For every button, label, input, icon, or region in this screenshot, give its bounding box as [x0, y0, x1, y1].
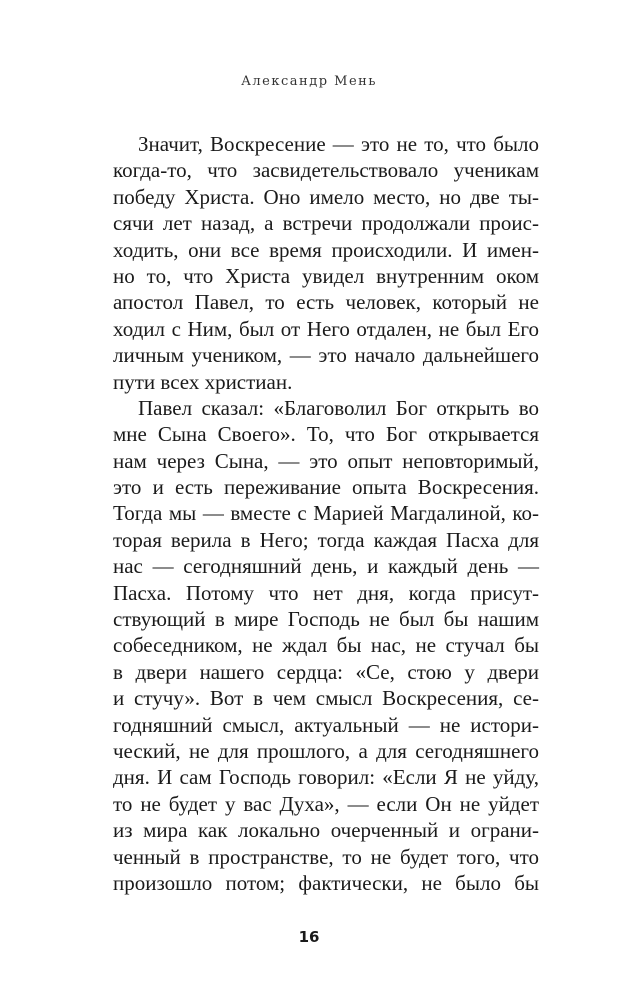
- text-line: мне Сына Своего». То, что Бог открывается: [113, 422, 539, 447]
- paragraph: [113, 131, 539, 395]
- text-line: когда-то, что засвидетельствовало ученикам: [113, 158, 539, 183]
- text-line: произошло потом; фактически, не было бы: [113, 870, 539, 895]
- text-line: и стучу». Вот в чем смысл Воскресения, се-: [113, 686, 539, 711]
- text-line: ческий, не для прошлого, а для сегодняшнего: [113, 738, 539, 763]
- page-number: 16: [298, 928, 320, 946]
- text-line: собеседником, не ждал бы нас, не стучал бы: [113, 633, 539, 658]
- text-line: из мира как локально очерченный и ограни-: [113, 818, 539, 843]
- text-line: победу Христа. Оно имело место, но две ты-: [113, 184, 539, 209]
- text-line: нам через Сына, — это опыт неповторимый,: [113, 448, 539, 473]
- running-header: Александр Мень: [241, 74, 377, 89]
- text-line: то не будет у вас Духа», — если Он не уйдет: [113, 791, 539, 816]
- text-line: ченный в пространстве, то не будет того, что: [113, 844, 539, 869]
- text-line: дня. И сам Господь говорил: «Если Я не уйду,: [113, 765, 539, 790]
- text-line: Пасха. Потому что нет дня, когда присут-: [113, 580, 539, 605]
- text-line: но то, что Христа увидел внутренним оком: [113, 263, 539, 288]
- text-line: ходил с Ним, был от Него отдален, не был Его: [113, 316, 539, 341]
- text-line: сячи лет назад, а встречи продолжали проис-: [113, 211, 539, 236]
- text-line: апостол Павел, то есть человек, который не: [113, 290, 539, 315]
- text-line: годняшний смысл, актуальный — не истори-: [113, 712, 539, 737]
- text-line: Тогда мы — вместе с Марией Магдалиной, ко-: [113, 501, 539, 526]
- text-line: нас — сегодняшний день, и каждый день —: [113, 554, 539, 579]
- text-line: личным учеником, — это начало дальнейшего: [113, 343, 539, 368]
- text-line: Павел сказал: «Благоволил Бог открыть во: [138, 395, 539, 420]
- text-line: это и есть переживание опыта Воскресения.: [113, 475, 539, 500]
- text-line: в двери нашего сердца: «Се, стою у двери: [113, 659, 539, 684]
- body-text: [113, 131, 539, 896]
- text-line: Значит, Воскресение — это не то, что было: [138, 132, 539, 156]
- paragraph: [113, 395, 539, 896]
- text-line: ствующий в мире Господь не был бы нашим: [113, 607, 539, 632]
- text-line: ходить, они все время происходили. И имен-: [113, 237, 539, 262]
- text-line: торая верила в Него; тогда каждая Пасха для: [113, 527, 539, 552]
- text-line: пути всех христиан.: [113, 369, 293, 394]
